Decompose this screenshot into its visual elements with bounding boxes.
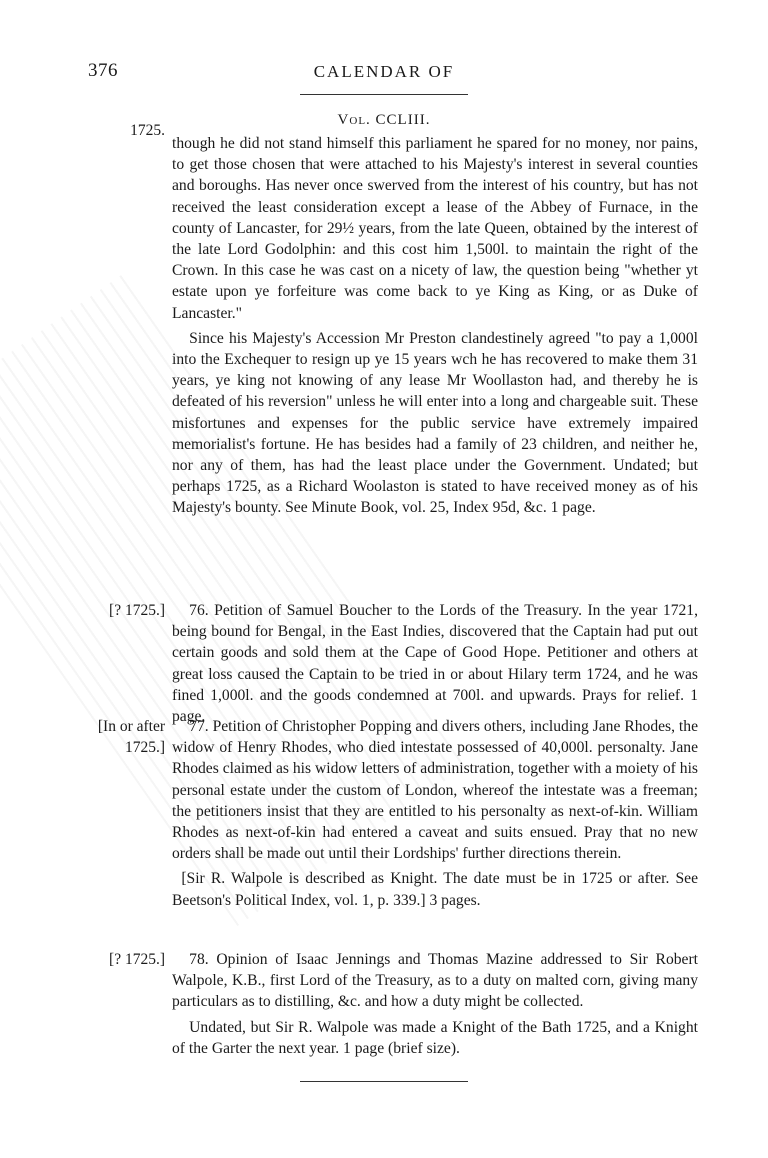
entry-continuation <box>172 133 698 519</box>
paragraph: 77. Petition of Christopher Popping and divers others, including Jane Rhodes, the widow of Henry Rhodes, who died intestate possessed of 40,000l. personalty. Jane Rhodes claimed as his widow letters of administration, together with a moiety of his personal estate under the custom of London, whereof the intestate was a freeman; the petitioners insist that they are entitled to his personalty as next-of-kin. William Rhodes as next-of-kin had entered a caveat and suits ensued. Pray that no new orders shall be made out until their Lordships' further directions therein. <box>172 718 698 863</box>
volume-heading: Vol. CCLIII. <box>337 112 431 128</box>
running-head: CALENDAR OF <box>313 62 455 81</box>
entry-77 <box>172 716 698 911</box>
paragraph: Since his Majesty's Accession Mr Preston clandestinely agreed "to pay a 1,000l into the Exchequer to resign up ye 15 years wch he has recovered to make them 31 years, ye king not knowing of any lease Mr Woollaston had, and thereby he is defeated of his reversion" unless he will enter into a long and chargeable suit. These misfortunes and expenses for the public service have extremely impaired memorialist's fortune. He has besides had a family of 23 children, and neither he, nor any of them, has had the least place under the Government. Undated; but perhaps 1725, as a Richard Woolaston is stated to have received money as of his Majesty's bounty. See Minute Book, vol. 25, Index 95d, &c. 1 page. <box>172 329 698 517</box>
paragraph: [Sir R. Walpole is described as Knight. The date must be in 1725 or after. See Beetson's Political Index, vol. 1, p. 339.] 3 pages. <box>172 870 698 909</box>
entry-76 <box>172 600 698 727</box>
margin-date: [? 1725.] <box>109 602 165 619</box>
page-number: 376 <box>88 60 118 81</box>
entry-78 <box>172 949 698 1059</box>
header-rule <box>300 94 468 95</box>
margin-date: 1725. <box>130 122 165 139</box>
paragraph: Undated, but Sir R. Walpole was made a Knight of the Bath 1725, and a Knight of the Garter the next year. 1 page (brief size). <box>172 1018 698 1057</box>
paragraph: though he did not stand himself this parliament he spared for no money, nor pains, to get those chosen that were attached to his Majesty's interest in several counties and boroughs. Has never once swerved from the interest of his country, but has not received the least consideration except a lease of the Abbey of Furnace, in the county of Lancaster, for 29½ years, from the late Queen, obtained by the interest of the late Lord Godolphin: and this cost him 1,500l. to maintain the right of the Crown. In this case he was cast on a nicety of law, the question being "whether yt estate upon ye forfeiture was come back to ye King as King, or as Duke of Lancaster." <box>172 135 698 322</box>
paragraph: 76. Petition of Samuel Boucher to the Lords of the Treasury. In the year 1721, being bound for Bengal, in the East Indies, discovered that the Captain had put out certain goods and sold them at the Cape of Good Hope. Petitioner and others at great loss caused the Captain to be tried in or about Hilary term 1724, and he was fined 1,000l. and the goods condemned at 700l. and upwards. Prays for relief. 1 page. <box>172 602 698 726</box>
margin-date <box>60 716 165 758</box>
footer-rule <box>300 1081 468 1082</box>
paragraph: 78. Opinion of Isaac Jennings and Thomas Mazine addressed to Sir Robert Walpole, K.B., first Lord of the Treasury, as to a duty on malted corn, giving many particulars as to distilling, &c. and how a duty might be collected. <box>172 951 698 1011</box>
margin-date: [? 1725.] <box>109 951 165 968</box>
margin-date-line: [In or after <box>97 718 165 735</box>
margin-date-line: 1725.] <box>124 739 165 756</box>
